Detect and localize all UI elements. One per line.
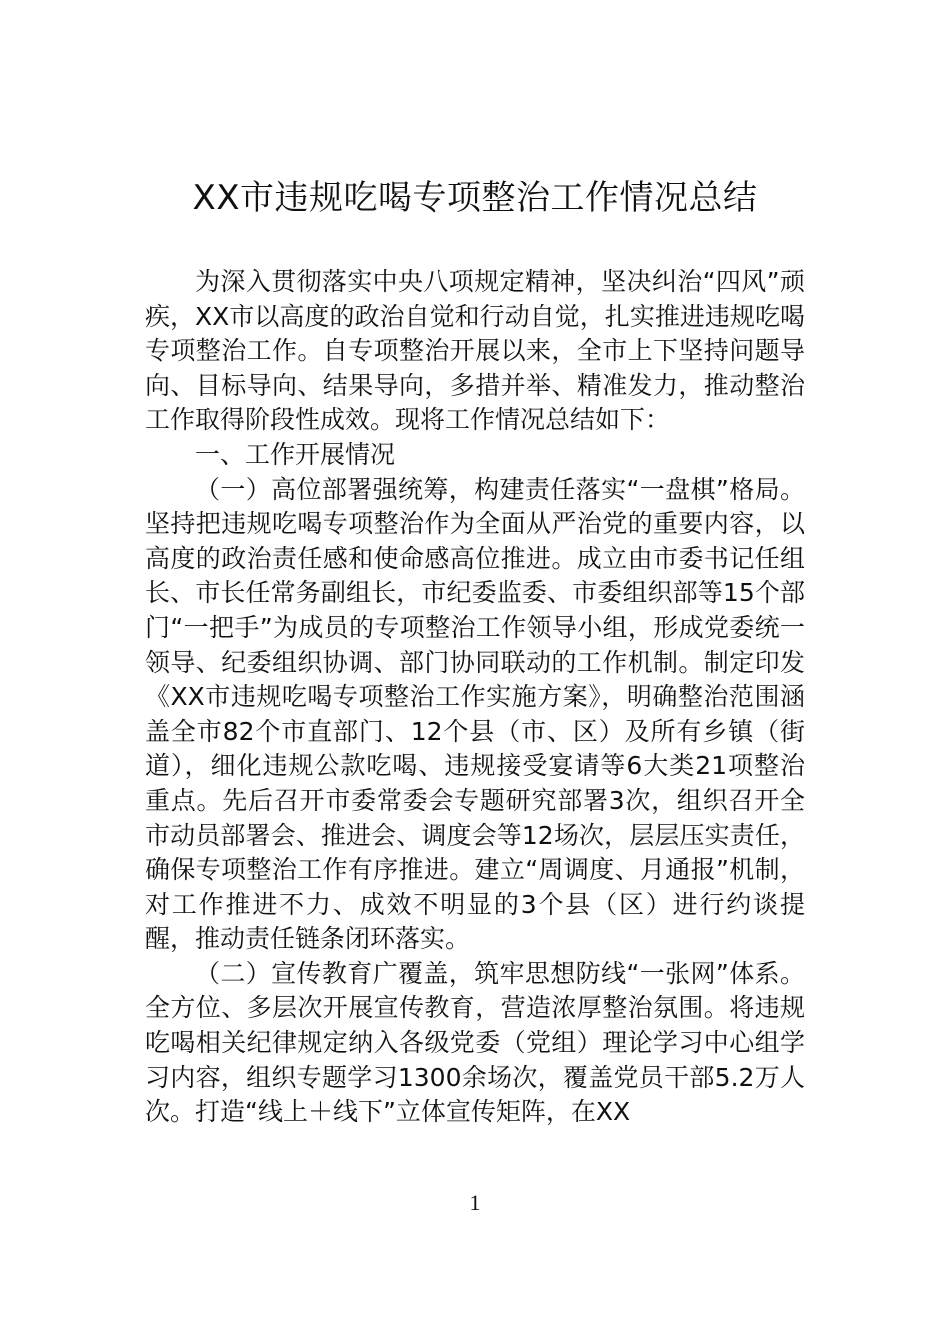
- paragraph-publicity: （二）宣传教育广覆盖，筑牢思想防线“一张网”体系。全方位、多层次开展宣传教育，营造浓厚整治氛围。将违规吃喝相关纪律规定纳入各级党委（党组）理论学习中心组学习内容，组织专题学习1300余场次，覆盖党员干部5.2万人次。打造“线上＋线下”立体宣传矩阵，在XX: [145, 958, 805, 1127]
- paragraph-deployment: （一）高位部署强统筹，构建责任落实“一盘棋”格局。坚持把违规吃喝专项整治作为全面从严治党的重要内容，以高度的政治责任感和使命感高位推进。成立由市委书记任组长、市长任常务副组长，市纪委监委、市委组织部等15个部门“一把手”为成员的专项整治工作领导小组，形成党委统一领导、纪委组织协调、部门协同联动的工作机制。制定印发《XX市违规吃喝专项整治工作实施方案》，明确整治范围涵盖全市82个市直部门、12个县（市、区）及所有乡镇（街道），细化违规公款吃喝、违规接受宴请等6大类21项整治重点。先后召开市委常委会专题研究部署3次，组织召开全市动员部署会、推进会、调度会等12场次，层层压实责任，确保专项整治工作有序推进。建立“周调度、月通报”机制，对工作推进不力、成效不明显的3个县（区）进行约谈提醒，推动责任链条闭环落实。: [145, 474, 805, 954]
- document-title: XX市违规吃喝专项整治工作情况总结: [192, 178, 758, 218]
- document-body: [145, 265, 805, 1130]
- page-number: 1: [469, 1190, 481, 1215]
- intro-paragraph: 为深入贯彻落实中央八项规定精神，坚决纠治“四风”顽疾，XX市以高度的政治自觉和行动自觉，扎实推进违规吃喝专项整治工作。自专项整治开展以来，全市上下坚持问题导向、目标导向、结果导向，多措并举、精准发力，推动整治工作取得阶段性成效。现将工作情况总结如下：: [145, 267, 805, 435]
- section-heading: 一、工作开展情况: [195, 439, 396, 469]
